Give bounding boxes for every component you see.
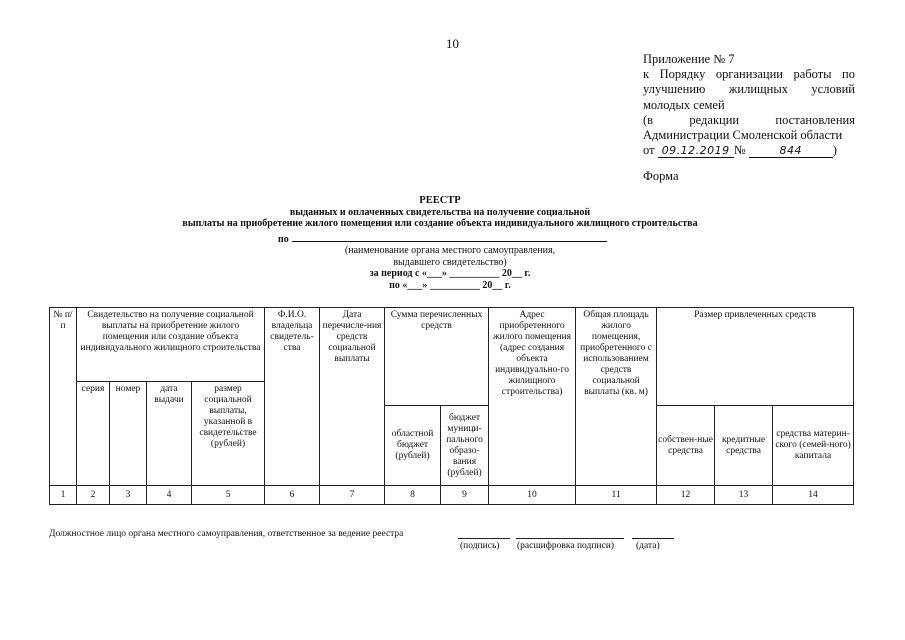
column-number: 10 xyxy=(489,486,576,505)
close-paren: ) xyxy=(832,143,837,158)
header-area: Общая площадь жилого помещения, приобретенного с использованием средств социальной выплаты (кв. м) xyxy=(576,308,657,486)
register-title-line: выданных и оплаченных свидетельства на получение социальной xyxy=(289,206,591,218)
header-certificate: Свидетельство на получение социальной выплаты на приобретение жилого помещения или создание объекта индивидуального жилищного строительства xyxy=(77,308,265,382)
date-line xyxy=(632,538,674,539)
header-address: Адрес приобретенного жилого помещения (адрес создания объекта индивидуально-го жилищного строительства) xyxy=(489,308,576,486)
header-cert-amount: размер социальной выплаты, указанной в свидетельстве (рублей) xyxy=(192,382,265,486)
decoding-caption: (расшифровка подписи) xyxy=(517,541,614,551)
page-number: 10 xyxy=(446,36,459,51)
header-cert-number: номер xyxy=(110,382,147,486)
appendix-line: к Порядку организации работы по xyxy=(643,67,855,82)
register-title xyxy=(140,195,740,230)
column-number: 11 xyxy=(576,486,657,505)
column-number: 13 xyxy=(715,486,773,505)
appendix-block xyxy=(643,52,855,158)
column-number: 14 xyxy=(773,486,854,505)
appendix-line: (в редакции постановления xyxy=(643,112,855,127)
header-sum: Сумма перечисленных средств xyxy=(385,308,489,406)
column-number: 7 xyxy=(320,486,385,505)
column-number: 12 xyxy=(657,486,715,505)
column-number: 8 xyxy=(385,486,441,505)
po-line xyxy=(278,233,607,245)
handwritten-number: 844 xyxy=(749,145,833,158)
column-number: 6 xyxy=(265,486,320,505)
header-fio: Ф.И.О. владельца свидетель-ства xyxy=(265,308,320,486)
form-label: Форма xyxy=(643,169,679,183)
period-to: по «___» __________ 20__ г. xyxy=(389,279,511,291)
header-attracted-maternity: средства материн-ского (семей-ного) капитала xyxy=(773,406,854,486)
header-sum-municipal: бюджет муници-пального образо-вания (рублей) xyxy=(441,406,489,486)
register-title-line: выплаты на приобретение жилого помещения или создание объекта индивидуального жилищного строительства xyxy=(182,218,698,230)
header-attracted: Размер привлеченных средств xyxy=(657,308,854,406)
appendix-line: молодых семей xyxy=(643,97,725,112)
header-cert-series: серия xyxy=(77,382,110,486)
header-cert-date: дата выдачи xyxy=(147,382,192,486)
from-label: от xyxy=(643,143,655,158)
organ-caption-line: (наименование органа местного самоуправления, xyxy=(344,245,556,256)
organ-caption xyxy=(240,245,660,291)
column-number: 9 xyxy=(441,486,489,505)
header-row xyxy=(50,308,854,382)
header-num: № п/п xyxy=(50,308,77,486)
column-number: 5 xyxy=(192,486,265,505)
appendix-date-line xyxy=(643,143,855,158)
date-caption: (дата) xyxy=(636,541,660,551)
signature-line xyxy=(458,538,510,539)
po-label: по xyxy=(278,234,289,245)
column-number: 4 xyxy=(147,486,192,505)
column-number: 2 xyxy=(77,486,110,505)
header-attracted-credit: кредитные средства xyxy=(715,406,773,486)
register-table xyxy=(49,307,854,505)
po-blank xyxy=(292,233,607,242)
responsible-official-label: Должностное лицо органа местного самоуправления, ответственное за ведение реестра xyxy=(49,529,404,539)
header-transfer-date: Дата перечисле-ния средств социальной выплаты xyxy=(320,308,385,486)
register-title-word: РЕЕСТР xyxy=(419,195,461,206)
decoding-line xyxy=(516,538,624,539)
column-number: 3 xyxy=(110,486,147,505)
number-label: № xyxy=(733,143,746,158)
header-sum-regional: областной бюджет (рублей) xyxy=(385,406,441,486)
signature-caption: (подпись) xyxy=(460,541,500,551)
appendix-line: Администрации Смоленской области xyxy=(643,128,843,143)
period-from: за период с «___» __________ 20__ г. xyxy=(369,268,531,280)
column-number: 1 xyxy=(50,486,77,505)
appendix-title: Приложение № 7 xyxy=(643,52,735,66)
handwritten-date: 09.12.2019 xyxy=(658,145,734,158)
appendix-line: улучшению жилищных условий xyxy=(643,82,855,97)
header-attracted-own: собствен-ные средства xyxy=(657,406,715,486)
column-numbers-row xyxy=(50,486,854,505)
organ-caption-line: выдавшего свидетельство) xyxy=(393,256,507,268)
